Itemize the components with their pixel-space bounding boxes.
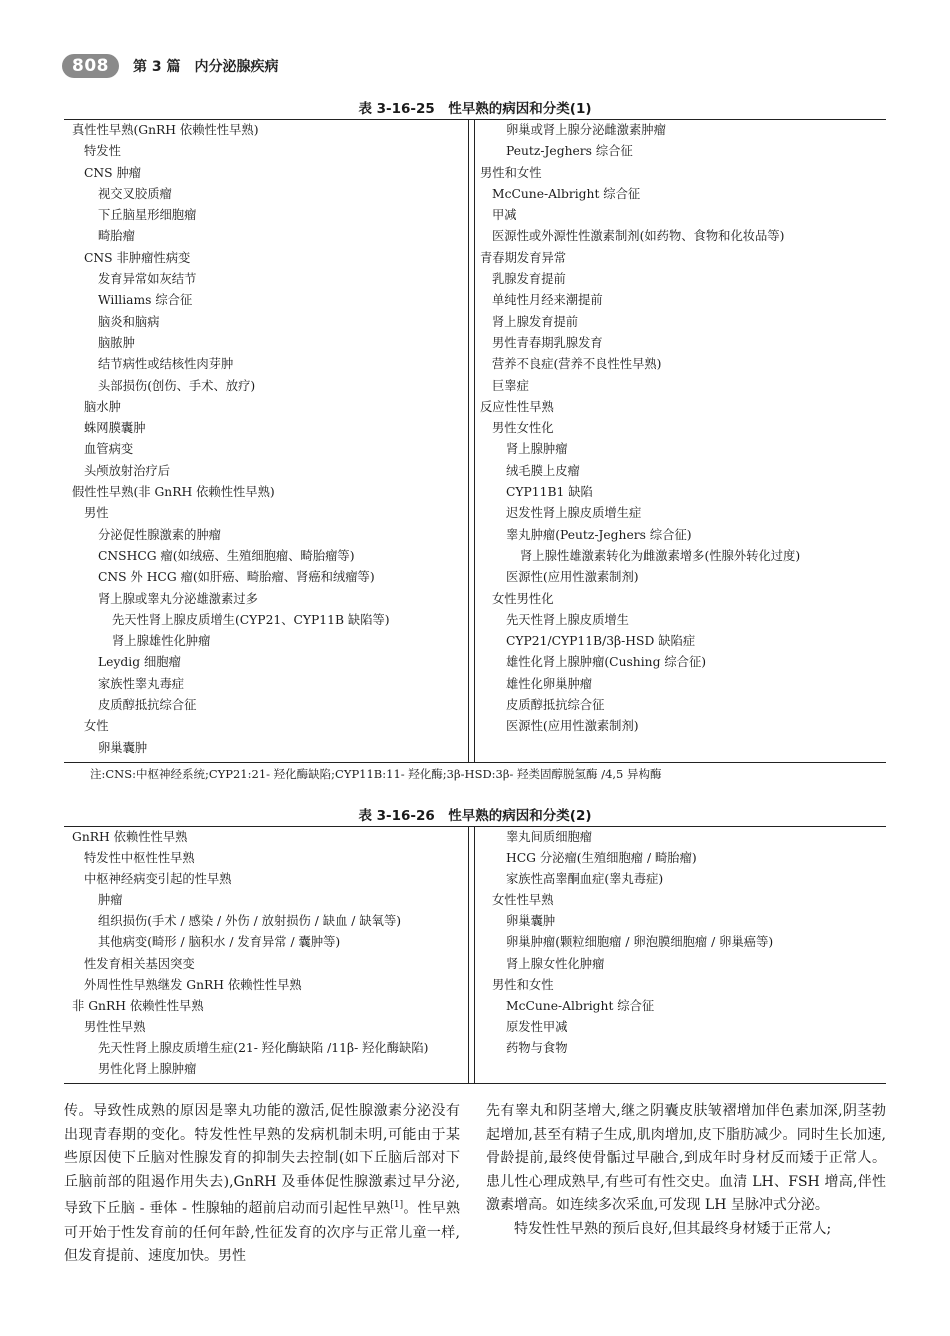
- table-row: 男性青春期乳腺发育: [492, 335, 603, 350]
- table-row: 肾上腺性雄激素转化为雌激素增多(性腺外转化过度): [520, 548, 801, 563]
- table-row: 蛛网膜囊肿: [84, 421, 146, 436]
- body-paragraph: 先有睾丸和阴茎增大,继之阴囊皮肤皱褶增加伴色素加深,阴茎勃起增加,甚至有精子生成,肌肉增加,皮下脂肪减少。同时生长加速,骨龄提前,最终使骨骺过早融合,到成年时身材反而矮于正常人。患儿性心理成熟早,有些可有性交史。血清 LH、FSH 增高,伴性激素增高。如连续多次采血,可发现 LH 呈脉冲式分泌。: [486, 1103, 886, 1214]
- body-paragraph: 特发性性早熟的预后良好,但其最终身材矮于正常人;: [514, 1220, 832, 1237]
- table-row: 睾丸间质细胞瘤: [506, 830, 593, 844]
- table-row: 女性性早熟: [492, 893, 554, 908]
- table-row: 分泌促性腺激素的肿瘤: [98, 527, 221, 542]
- table-row: 雄性化卵巢肿瘤: [506, 676, 593, 691]
- table-row: 卵巢肿瘤(颗粒细胞瘤 / 卵泡膜细胞瘤 / 卵巢癌等): [506, 935, 774, 950]
- table-row: 男性化肾上腺肿瘤: [98, 1062, 197, 1077]
- citation-ref[interactable]: [1]: [390, 1200, 404, 1211]
- table1-note: 注:CNS:中枢神经系统;CYP21:21- 羟化酶缺陷;CYP11B:11- 羟化酶;3β-HSD:3β- 羟类固醇脱氢酶 /4,5 异构酶: [90, 767, 662, 781]
- table-row: 巨睾症: [492, 378, 529, 393]
- table2: [64, 826, 886, 1084]
- table-row: Leydig 细胞瘤: [98, 655, 181, 670]
- table2-right-column: [476, 827, 886, 1083]
- table-row: 特发性中枢性性早熟: [84, 851, 195, 866]
- page-header: [62, 52, 279, 80]
- table-row: 脑脓肿: [98, 335, 135, 350]
- table-row: 迟发性肾上腺皮质增生症: [506, 506, 642, 521]
- table1-right-column: [476, 120, 886, 762]
- table-row: 血管病变: [84, 442, 134, 457]
- table-row: 先天性肾上腺皮质增生症(21- 羟化酶缺陷 /11β- 羟化酶缺陷): [98, 1040, 429, 1055]
- table-row: 医源性(应用性激素制剂): [506, 570, 639, 585]
- table-row: 肾上腺肿瘤: [506, 442, 568, 457]
- table-row: Williams 综合征: [98, 293, 193, 308]
- table-row: 皮质醇抵抗综合征: [506, 698, 605, 713]
- table-row: HCG 分泌瘤(生殖细胞瘤 / 畸胎瘤): [506, 851, 697, 866]
- body-text-segment: 。性早熟可开始于性发育前的任何年龄,性征发育的次序与正常儿童一样,但发育提前、速度加快。男性: [64, 1201, 460, 1265]
- table-row: 反应性性早熟: [480, 399, 554, 414]
- table-row: 家族性睾丸毒症: [98, 676, 185, 691]
- body-paragraph: [64, 1100, 460, 1269]
- table-row: 肾上腺雄性化肿瘤: [112, 634, 211, 649]
- table-row: 视交叉胶质瘤: [98, 186, 172, 201]
- table-row: 甲减: [492, 208, 517, 223]
- chapter-title: 第 3 篇 内分泌腺疾病: [133, 59, 279, 75]
- table-row: 卵巢囊肿: [98, 740, 148, 755]
- table-row: CNS 非肿瘤性病变: [84, 250, 191, 265]
- table-row: 睾丸肿瘤(Peutz-Jeghers 综合征): [506, 527, 692, 542]
- table-row: 肾上腺女性化肿瘤: [506, 956, 605, 971]
- table-row: 绒毛膜上皮瘤: [506, 463, 580, 478]
- table-row: 先天性肾上腺皮质增生(CYP21、CYP11B 缺陷等): [112, 612, 390, 627]
- table-row: 卵巢或肾上腺分泌雌激素肿瘤: [506, 123, 666, 137]
- table-row: 中枢神经病变引起的性早熟: [84, 872, 232, 887]
- table-row: 女性男性化: [492, 591, 554, 606]
- table-row: 乳腺发育提前: [492, 272, 566, 287]
- table-row: 性发育相关基因突变: [84, 956, 195, 971]
- table-row: 青春期发育异常: [480, 250, 567, 265]
- table-row: 男性性早熟: [84, 1019, 146, 1034]
- table1-left-column: [64, 120, 468, 762]
- table-row: 肿瘤: [98, 893, 123, 908]
- table-row: 脑水肿: [84, 399, 121, 414]
- table-row: 男性和女性: [480, 165, 542, 180]
- table-row: 假性性早熟(非 GnRH 依赖性性早熟): [72, 485, 275, 500]
- body-left-column: [64, 1100, 460, 1269]
- table-row: GnRH 依赖性性早熟: [72, 830, 188, 844]
- table2-left-column: [64, 827, 468, 1083]
- table-row: 结节病性或结核性肉芽肿: [98, 357, 234, 372]
- table-row: 头颅放射治疗后: [84, 463, 171, 478]
- table1-title: 表 3-16-25 性早熟的病因和分类(1): [358, 101, 592, 117]
- table2-title: 表 3-16-26 性早熟的病因和分类(2): [358, 808, 592, 824]
- table-row: 其他病变(畸形 / 脑积水 / 发育异常 / 囊肿等): [98, 935, 341, 950]
- table-row: Peutz-Jeghers 综合征: [506, 144, 633, 159]
- table-row: 男性和女性: [492, 977, 554, 992]
- table-row: 医源性或外源性性激素制剂(如药物、食物和化妆品等): [492, 229, 785, 244]
- table-row: 原发性甲减: [506, 1019, 568, 1034]
- table-row: 男性女性化: [492, 421, 554, 436]
- table-row: CNSHCG 瘤(如绒癌、生殖细胞瘤、畸胎瘤等): [98, 548, 355, 563]
- table-row: 先天性肾上腺皮质增生: [506, 612, 629, 627]
- table-row: 真性性早熟(GnRH 依赖性性早熟): [72, 123, 259, 137]
- table-row: 肾上腺发育提前: [492, 314, 579, 329]
- table-row: CYP11B1 缺陷: [506, 485, 593, 500]
- table-row: 男性: [84, 506, 109, 521]
- table-row: 卵巢囊肿: [506, 914, 556, 929]
- body-right-column: [486, 1100, 886, 1242]
- table-row: 畸胎瘤: [98, 229, 135, 244]
- table1: [64, 119, 886, 763]
- table-row: 外周性性早熟继发 GnRH 依赖性性早熟: [84, 977, 302, 992]
- body-text-segment: 传。导致性成熟的原因是睾丸功能的激活,促性腺激素分泌没有出现青春期的变化。特发性性早熟的发病机制未明,可能由于某些原因使下丘脑对性腺发育的抑制失去控制(如下丘脑后部对下丘脑前部的阻遏作用失去),GnRH 及垂体促性腺激素过早分泌,导致下丘脑 - 垂体 - 性腺轴的超前启动而引起性早熟: [64, 1103, 460, 1218]
- table-row: 女性: [84, 719, 109, 734]
- table-row: CYP21/CYP11B/3β-HSD 缺陷症: [506, 634, 696, 649]
- page-number: 808: [62, 54, 119, 78]
- table-row: 药物与食物: [506, 1040, 568, 1055]
- table-row: 皮质醇抵抗综合征: [98, 698, 197, 713]
- table-row: 头部损伤(创伤、手术、放疗): [98, 378, 256, 393]
- table-row: 单纯性月经来潮提前: [492, 293, 603, 308]
- table-row: 脑炎和脑病: [98, 314, 160, 329]
- table-row: 雄性化肾上腺肿瘤(Cushing 综合征): [506, 655, 707, 670]
- table1-column-divider: [468, 120, 475, 762]
- table-row: 营养不良症(营养不良性性早熟): [492, 357, 662, 372]
- table-row: CNS 外 HCG 瘤(如肝癌、畸胎瘤、肾癌和绒瘤等): [98, 570, 375, 585]
- table-row: 非 GnRH 依赖性性早熟: [72, 998, 204, 1013]
- table-row: 特发性: [84, 144, 121, 159]
- table-row: McCune-Albright 综合征: [492, 186, 641, 201]
- table-row: 下丘脑星形细胞瘤: [98, 208, 197, 223]
- table-row: 医源性(应用性激素制剂): [506, 719, 639, 734]
- table-row: McCune-Albright 综合征: [506, 998, 655, 1013]
- table-row: 肾上腺或睾丸分泌雄激素过多: [98, 591, 258, 606]
- table-row: 发育异常如灰结节: [98, 272, 197, 287]
- table-row: CNS 肿瘤: [84, 165, 142, 180]
- table-row: 组织损伤(手术 / 感染 / 外伤 / 放射损伤 / 缺血 / 缺氧等): [98, 914, 402, 929]
- table-row: 家族性高睾酮血症(睾丸毒症): [506, 872, 664, 887]
- table2-column-divider: [468, 827, 475, 1083]
